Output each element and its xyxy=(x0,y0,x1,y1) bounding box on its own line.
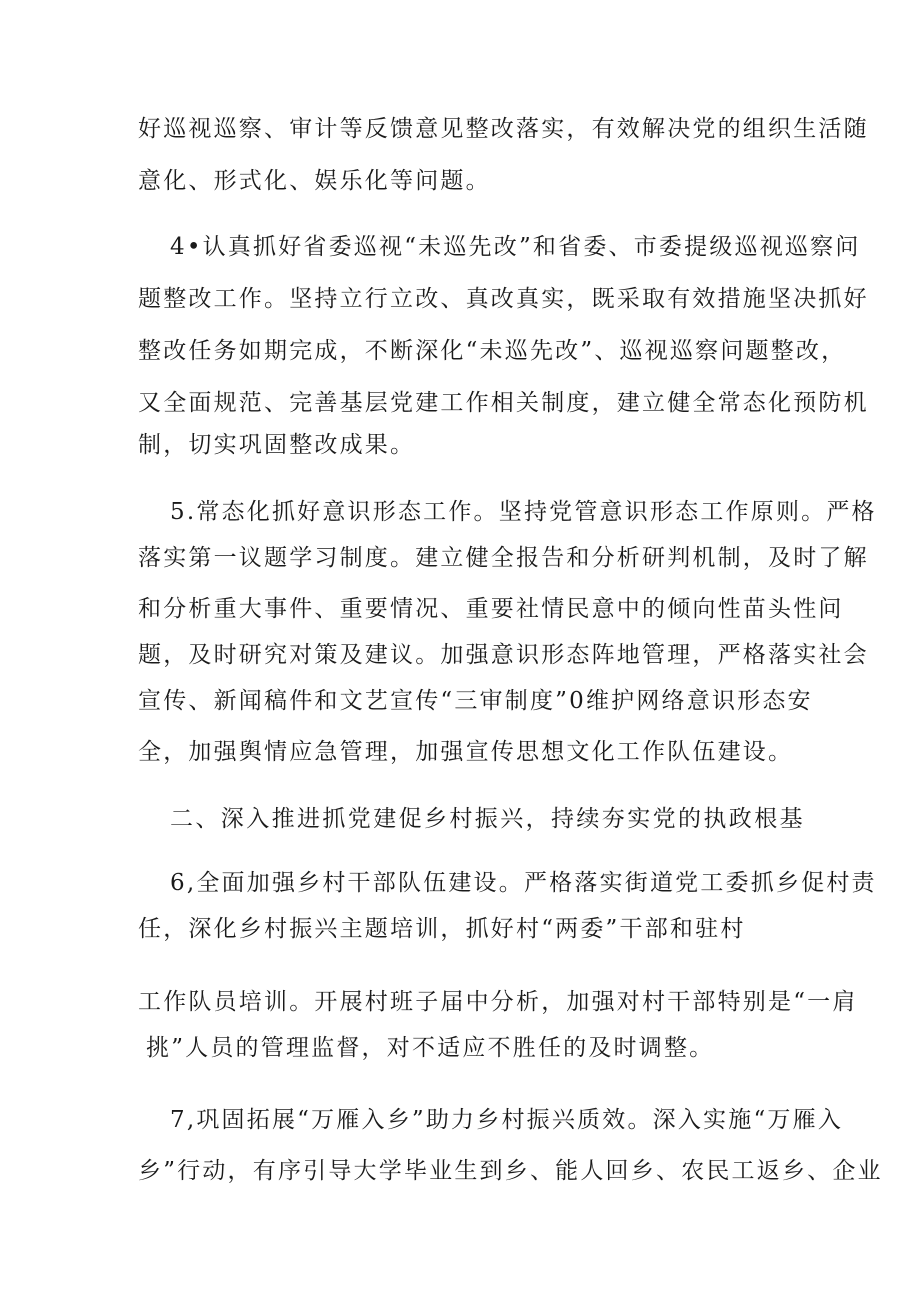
paragraph-line: 制，切实巩固整改成果。 xyxy=(138,432,416,458)
paragraph-line: 7,巩固拓展“万雁入乡”助力乡村振兴质效。深入实施“万雁入 xyxy=(170,1107,844,1133)
paragraph-line: 全，加强舆情应急管理，加强宣传思想文化工作队伍建设。 xyxy=(138,739,794,765)
paragraph-line: 挑”人员的管理监督，对不适应不胜任的及时调整。 xyxy=(146,1035,715,1061)
paragraph-line: 好巡视巡察、审计等反馈意见整改落实，有效解决党的组织生活随 xyxy=(138,116,869,142)
paragraph-line: 任，深化乡村振兴主题培训，抓好村“两委”干部和驻村 xyxy=(138,916,746,942)
paragraph-line: 意化、形式化、娱乐化等问题。 xyxy=(138,168,491,194)
paragraph-line: 宣传、新闻稿件和文艺宣传“三审制度”0维护网络意识形态安 xyxy=(138,688,813,714)
paragraph-line: 6,全面加强乡村干部队伍建设。严格落实街道党工委抓乡促村责 xyxy=(170,870,877,896)
paragraph-line: 又全面规范、完善基层党建工作相关制度，建立健全常态化预防机 xyxy=(138,390,869,416)
paragraph-line: 整改任务如期完成，不断深化“未巡先改”、巡视巡察问题整改， xyxy=(138,338,847,364)
paragraph-line: 乡”行动，有序引导大学毕业生到乡、能人回乡、农民工返乡、企业 xyxy=(138,1158,883,1184)
paragraph-line: 和分析重大事件、重要情况、重要社情民意中的倾向性苗头性问 xyxy=(138,596,844,622)
paragraph-line: 题整改工作。坚持立行立改、真改真实，既采取有效措施坚决抓好 xyxy=(138,286,869,312)
paragraph-line: 5.常态化抓好意识形态工作。坚持党管意识形态工作原则。严格 xyxy=(170,499,877,525)
section-heading: 二、深入推进抓党建促乡村振兴，持续夯实党的执政根基 xyxy=(170,806,805,832)
paragraph-line: 题，及时研究对策及建议。加强意识形态阵地管理，严格落实社会 xyxy=(138,642,869,668)
paragraph-line: 4•认真抓好省委巡视“未巡先改”和省委、市委提级巡视巡察问 xyxy=(170,234,861,260)
paragraph-line: 落实第一议题学习制度。建立健全报告和分析研判机制，及时了解 xyxy=(138,545,869,571)
paragraph-line: 工作队员培训。开展村班子届中分析，加强对村干部特别是“一肩 xyxy=(138,989,858,1015)
